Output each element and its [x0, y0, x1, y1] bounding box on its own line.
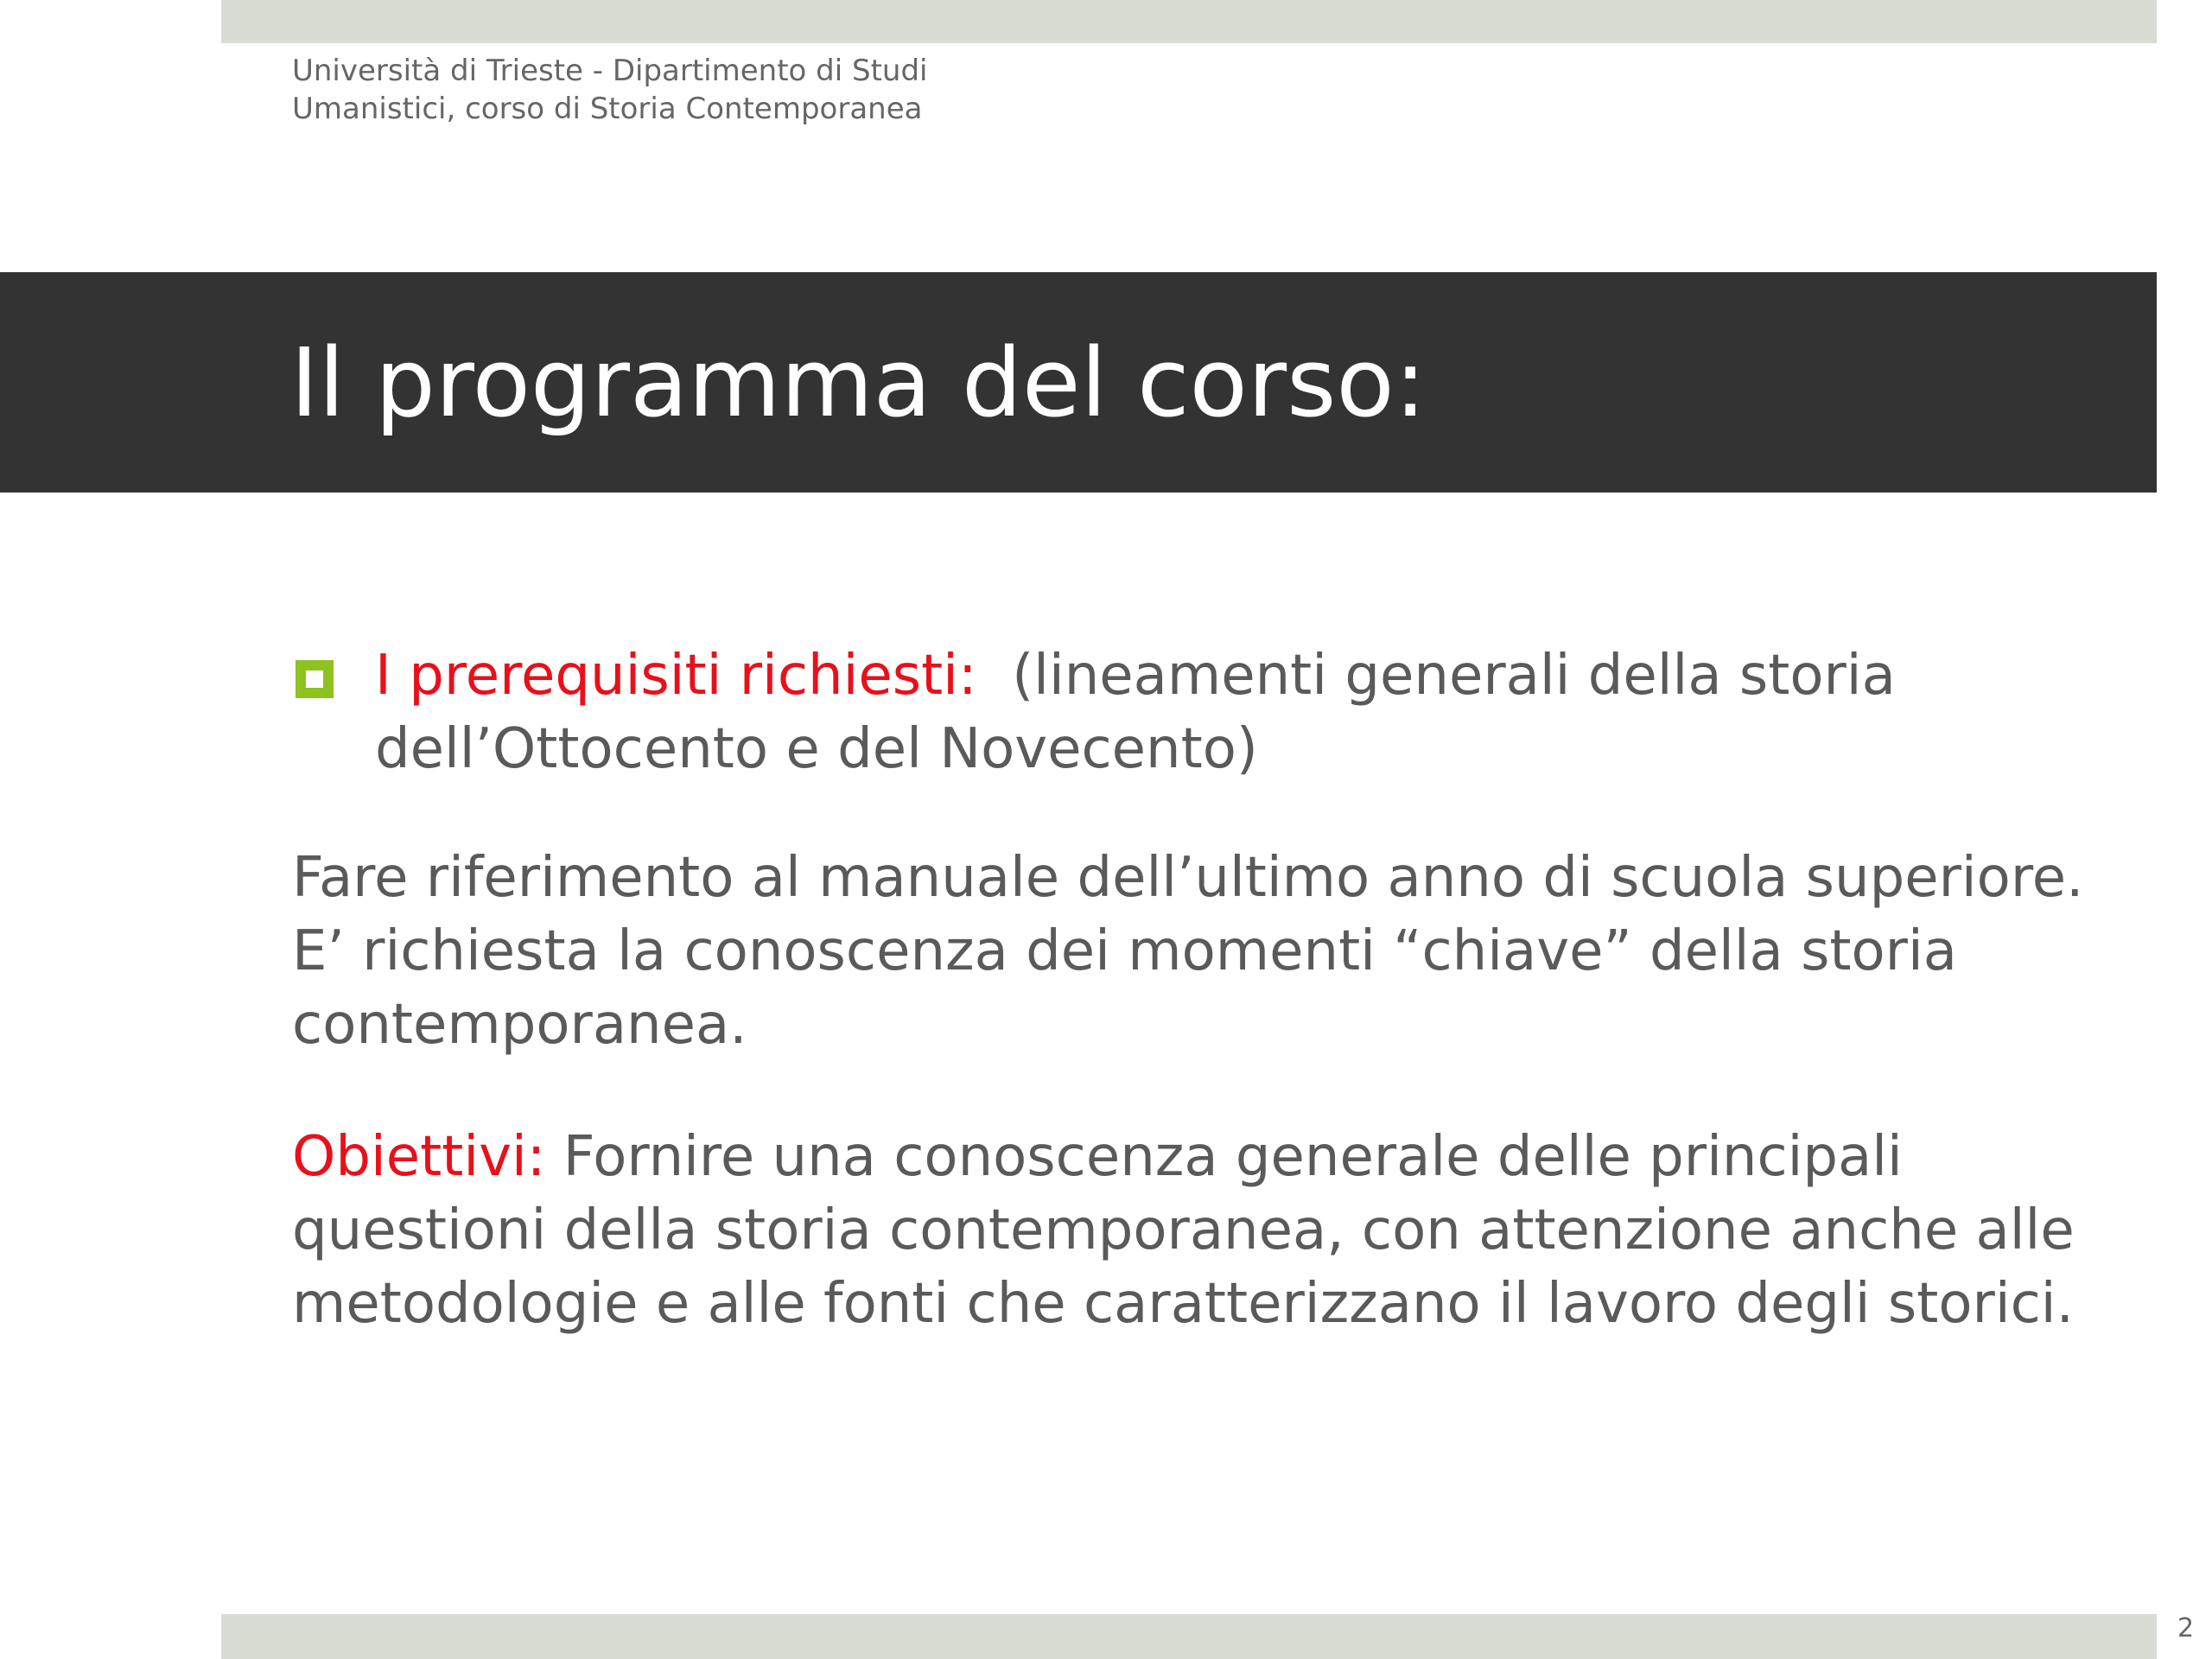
top-decor-bar: [221, 0, 2157, 43]
bottom-decor-bar: [221, 1614, 2157, 1659]
prerequisites-label: I prerequisiti richiesti:: [375, 644, 977, 708]
slide-number: 2: [2177, 1613, 2195, 1643]
header-line-1: Università di Trieste - Dipartimento di Studi: [292, 54, 928, 88]
header-line-2: Umanistici, corso di Storia Contemporanea: [292, 92, 923, 126]
prerequisites-text: (lineamenti generali della storia dell’Ottocento e del Novecento): [375, 644, 1896, 781]
paragraph-objectives: [292, 1121, 2089, 1341]
slide-content: [292, 639, 2089, 1341]
slide-title: Il programma del corso:: [290, 327, 1427, 438]
objectives-text: Fornire una conoscenza generale delle principali questioni della storia contemporanea, con attenzione anche alle metodologie e alle fonti che caratterizzano il lavoro degli storici.: [292, 1125, 2075, 1336]
bullet-prerequisites: [292, 639, 2089, 786]
paragraph-manual: Fare riferimento al manuale dell’ultimo anno di scuola superiore. E’ richiesta la conoscenza dei momenti “chiave” della storia contemporanea.: [292, 846, 2084, 1057]
objectives-label: Obiettivi:: [292, 1125, 546, 1189]
square-bullet-icon: [296, 660, 334, 698]
header-institution: [292, 52, 1329, 128]
